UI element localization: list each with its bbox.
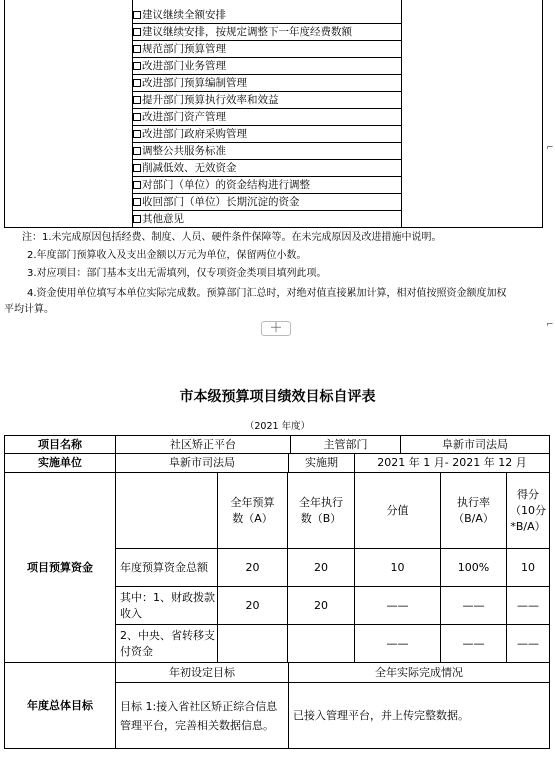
- goal-header-actual: 全年实际完成情况: [289, 663, 550, 683]
- label-project-name: 项目名称: [4, 435, 116, 454]
- checkbox[interactable]: [133, 215, 141, 223]
- checkbox[interactable]: [133, 147, 141, 155]
- checklist-item[interactable]: [133, 143, 401, 160]
- budget-score: ——: [507, 587, 550, 625]
- margin-mark: ⌐: [546, 320, 554, 330]
- checklist-item[interactable]: [133, 75, 401, 92]
- checklist-item-label: 改进部门预算编制管理: [142, 77, 247, 89]
- checkbox[interactable]: [133, 11, 141, 19]
- goal-actual-text: 已接入管理平台，并上传完整数据。: [289, 683, 550, 749]
- header-score: 得分（10分*B/A）: [507, 473, 550, 549]
- goal-header-plan: 年初设定目标: [116, 663, 289, 683]
- checkbox[interactable]: [133, 96, 141, 104]
- checklist-item-label: 建议继续全额安排: [142, 9, 226, 21]
- dept-value: 阜新市司法局: [401, 435, 550, 454]
- checklist-item-label: 调整公共服务标准: [142, 145, 226, 157]
- budget-score-value: ——: [355, 625, 441, 663]
- add-row-button[interactable]: ＋: [261, 321, 291, 336]
- impl-unit-value: 阜新市司法局: [116, 454, 289, 473]
- checkbox[interactable]: [133, 62, 141, 70]
- checklist-item[interactable]: [133, 160, 401, 177]
- checklist-item[interactable]: [133, 58, 401, 75]
- checklist-item-label: 改进部门业务管理: [142, 60, 226, 72]
- budget-rate: ——: [441, 587, 507, 625]
- budget-exec: [288, 625, 355, 663]
- header-exec: 全年执行数（B）: [288, 473, 355, 549]
- table-border: [4, 0, 5, 228]
- checklist-item[interactable]: [133, 211, 401, 228]
- checkbox[interactable]: [133, 198, 141, 206]
- checklist-item-label: 提升部门预算执行效率和效益: [142, 94, 279, 106]
- checklist-item-label: 收回部门（单位）长期沉淀的资金: [142, 196, 300, 208]
- note-line: 4.资金使用单位填写本单位实际完成数。预算部门汇总时，对绝对值直接累加计算，相对值按照资金额度加权: [27, 288, 507, 299]
- goal-plan-text: 目标 1:接入省社区矫正综合信息管理平台，完善相关数据信息。: [116, 683, 289, 749]
- budget-score: ——: [507, 625, 550, 663]
- goal-section-label: 年度总体目标: [4, 663, 116, 749]
- budget-row-label: 2、中央、省转移支付资金: [116, 625, 218, 663]
- budget-rate: ——: [441, 625, 507, 663]
- checklist-item[interactable]: [133, 7, 401, 24]
- budget-section-label: 项目预算资金: [4, 473, 116, 663]
- header-score-value: 分值: [355, 473, 441, 549]
- note-line: 2.年度部门预算收入及支出金额以万元为单位，保留两位小数。: [27, 250, 307, 261]
- label-period: 实施期: [289, 454, 355, 473]
- budget-plan: 20: [218, 587, 288, 625]
- checklist-item-label: 改进部门资产管理: [142, 111, 226, 123]
- checklist-table: [0, 0, 555, 228]
- checkbox[interactable]: [133, 113, 141, 121]
- note-line: 平均计算。: [4, 304, 54, 315]
- checklist-item[interactable]: [133, 109, 401, 126]
- budget-rate: 100%: [441, 549, 507, 587]
- page-title: 市本级预算项目绩效目标自评表: [179, 389, 376, 405]
- note-line: 注：1.未完成原因包括经费、制度、人员、硬件条件保障等。在未完成原因及改进措施中说明。: [22, 232, 442, 243]
- row-divider: [132, 227, 402, 228]
- checklist-item[interactable]: [133, 92, 401, 109]
- checkbox[interactable]: [133, 181, 141, 189]
- budget-score-value: 10: [355, 549, 441, 587]
- budget-score: 10: [507, 549, 550, 587]
- checklist-item-label: 对部门（单位）的资金结构进行调整: [142, 179, 310, 191]
- header-plan: 全年预算数（A）: [218, 473, 288, 549]
- label-dept: 主管部门: [291, 435, 401, 454]
- checklist-item-label: 改进部门政府采购管理: [142, 128, 247, 140]
- checklist-item-label: 规范部门预算管理: [142, 43, 226, 55]
- budget-plan: [218, 625, 288, 663]
- budget-plan: 20: [218, 549, 288, 587]
- checklist-item[interactable]: [133, 177, 401, 194]
- header-blank: [116, 473, 218, 549]
- checkbox[interactable]: [133, 164, 141, 172]
- checklist-item-label: 削减低效、无效资金: [142, 162, 237, 174]
- checkbox[interactable]: [133, 28, 141, 36]
- checkbox[interactable]: [133, 79, 141, 87]
- budget-row-label: 其中：1、财政拨款收入: [116, 587, 218, 625]
- budget-exec: 20: [288, 549, 355, 587]
- budget-row-label: 年度预算资金总额: [116, 549, 218, 587]
- checklist-item[interactable]: [133, 126, 401, 143]
- checkbox[interactable]: [133, 45, 141, 53]
- margin-mark: ⌐: [546, 143, 554, 153]
- checklist-item[interactable]: [133, 194, 401, 211]
- checklist-item[interactable]: [133, 41, 401, 58]
- budget-score-value: ——: [355, 587, 441, 625]
- project-name-value: 社区矫正平台: [116, 435, 291, 454]
- form-year: （2021 年度）: [244, 421, 311, 432]
- header-rate: 执行率（B/A）: [441, 473, 507, 549]
- checkbox[interactable]: [133, 130, 141, 138]
- checklist-item-label: 建议继续安排，按规定调整下一年度经费数额: [142, 26, 352, 38]
- table-border: [542, 0, 543, 228]
- checklist-item-label: 其他意见: [142, 213, 184, 225]
- note-line: 3.对应项目：部门基本支出无需填列，仅专项资金类项目填列此项。: [27, 268, 327, 279]
- period-value: 2021 年 1 月- 2021 年 12 月: [355, 454, 550, 473]
- budget-exec: 20: [288, 587, 355, 625]
- checklist-item[interactable]: [133, 24, 401, 41]
- label-impl-unit: 实施单位: [4, 454, 116, 473]
